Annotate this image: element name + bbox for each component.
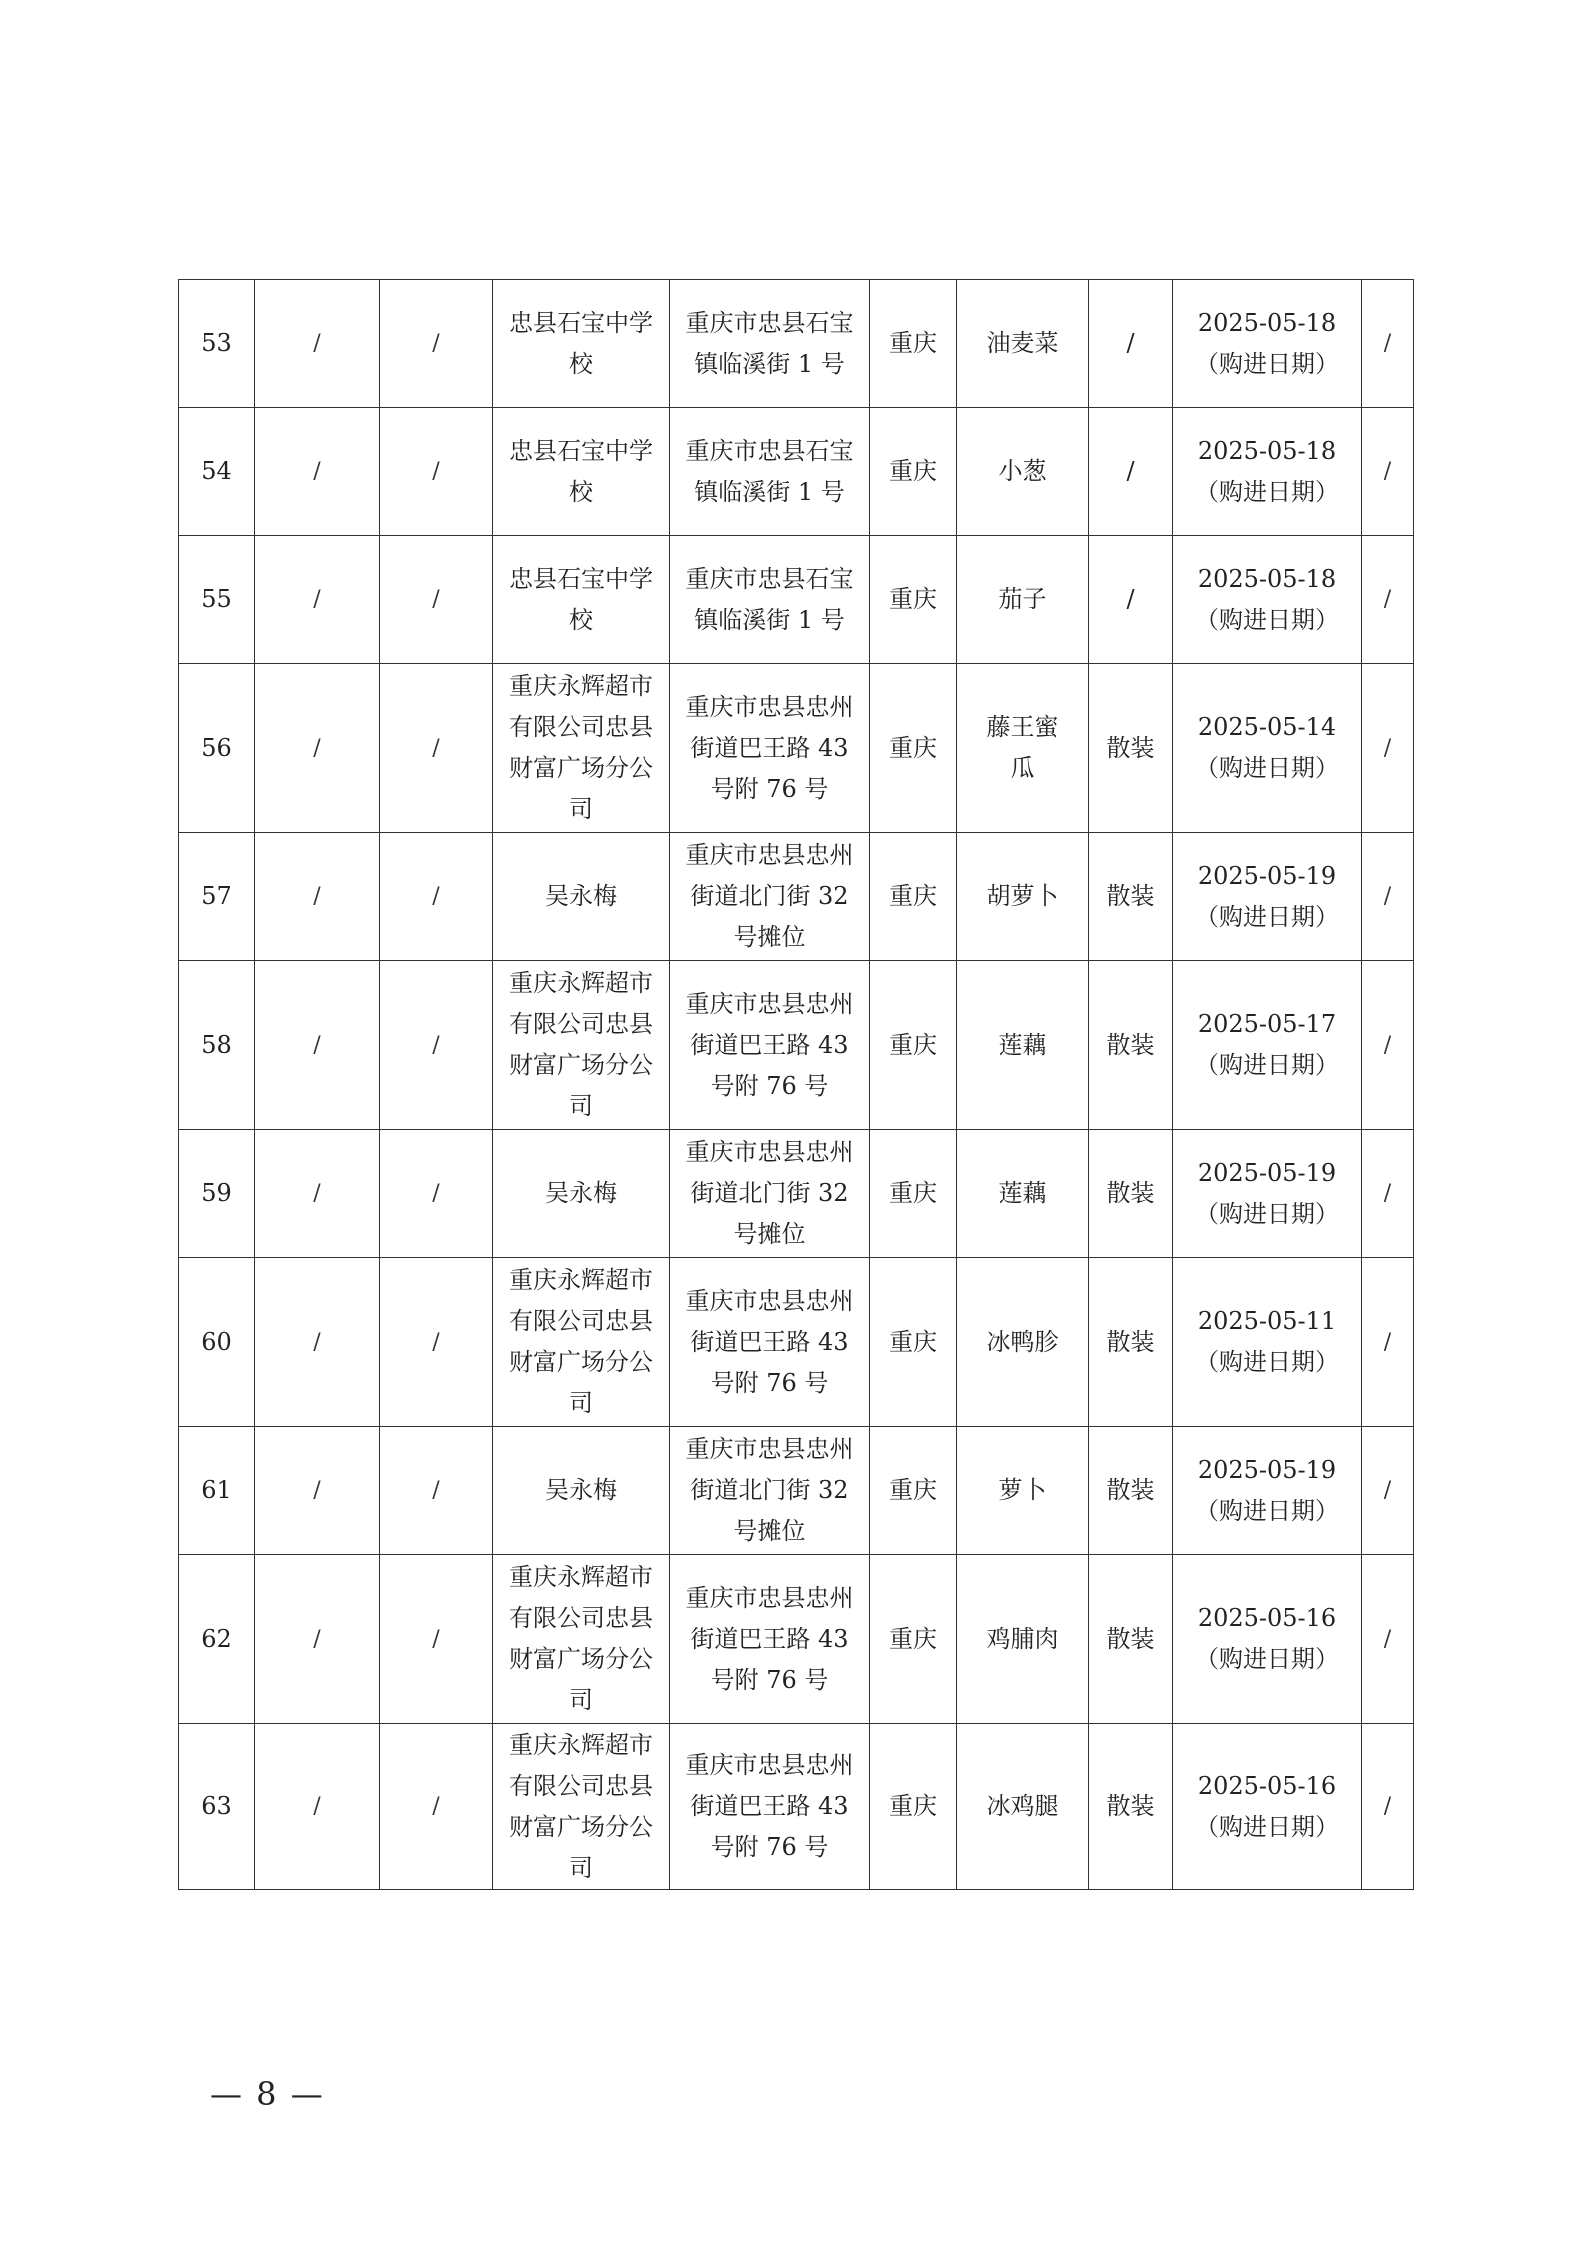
cell-region: 重庆 [870, 1130, 957, 1258]
cell-specification: 散装 [1089, 664, 1173, 833]
table-row [179, 1555, 1414, 1724]
cell-region: 重庆 [870, 833, 957, 961]
page-number: — 8 — [210, 2075, 325, 2113]
cell-empty-slash: / [1362, 1555, 1414, 1724]
cell-product-name: 冰鸡腿 [957, 1724, 1089, 1890]
cell-empty-slash: / [380, 1555, 493, 1724]
cell-specification: 散装 [1089, 1258, 1173, 1427]
table-row [179, 536, 1414, 664]
cell-empty-slash: / [255, 280, 380, 408]
table-row [179, 1258, 1414, 1427]
cell-empty-slash: / [380, 1130, 493, 1258]
table-row [179, 280, 1414, 408]
cell-region: 重庆 [870, 536, 957, 664]
cell-product-name: 莲藕 [957, 961, 1089, 1130]
cell-empty-slash: / [380, 1724, 493, 1890]
cell-empty-slash: / [1362, 1427, 1414, 1555]
cell-empty-slash: / [255, 664, 380, 833]
cell-specification: 散装 [1089, 1724, 1173, 1890]
cell-sampled-unit: 重庆永辉超市有限公司忠县财富广场分公司 [493, 664, 670, 833]
cell-serial-number: 53 [179, 280, 255, 408]
cell-region: 重庆 [870, 664, 957, 833]
cell-empty-slash: / [255, 1130, 380, 1258]
table-row [179, 833, 1414, 961]
sampling-results-table [178, 279, 1414, 1890]
cell-empty-slash: / [255, 1258, 380, 1427]
cell-empty-slash: / [1362, 1130, 1414, 1258]
cell-region: 重庆 [870, 1555, 957, 1724]
cell-product-name: 鸡脯肉 [957, 1555, 1089, 1724]
cell-empty-slash: / [380, 536, 493, 664]
cell-region: 重庆 [870, 961, 957, 1130]
cell-unit-address: 重庆市忠县石宝镇临溪街 1 号 [670, 408, 870, 536]
cell-specification: 散装 [1089, 1555, 1173, 1724]
cell-serial-number: 61 [179, 1427, 255, 1555]
cell-specification: 散装 [1089, 833, 1173, 961]
cell-empty-slash: / [255, 961, 380, 1130]
cell-specification: 散装 [1089, 961, 1173, 1130]
cell-purchase-date: 2025-05-18（购进日期） [1173, 280, 1362, 408]
cell-serial-number: 58 [179, 961, 255, 1130]
cell-unit-address: 重庆市忠县忠州街道北门街 32 号摊位 [670, 833, 870, 961]
cell-region: 重庆 [870, 1724, 957, 1890]
cell-empty-slash: / [1362, 536, 1414, 664]
cell-empty-slash: / [1362, 1258, 1414, 1427]
cell-serial-number: 60 [179, 1258, 255, 1427]
table-row [179, 408, 1414, 536]
cell-purchase-date: 2025-05-17（购进日期） [1173, 961, 1362, 1130]
cell-empty-slash: / [380, 408, 493, 536]
cell-serial-number: 62 [179, 1555, 255, 1724]
cell-empty-slash: / [255, 1555, 380, 1724]
cell-purchase-date: 2025-05-19（购进日期） [1173, 833, 1362, 961]
cell-product-name: 藤王蜜瓜 [957, 664, 1089, 833]
cell-purchase-date: 2025-05-19（购进日期） [1173, 1427, 1362, 1555]
cell-product-name: 胡萝卜 [957, 833, 1089, 961]
cell-region: 重庆 [870, 280, 957, 408]
table-row [179, 664, 1414, 833]
cell-sampled-unit: 重庆永辉超市有限公司忠县财富广场分公司 [493, 1258, 670, 1427]
cell-serial-number: 54 [179, 408, 255, 536]
cell-empty-slash: / [380, 280, 493, 408]
cell-product-name: 莲藕 [957, 1130, 1089, 1258]
cell-sampled-unit: 重庆永辉超市有限公司忠县财富广场分公司 [493, 1555, 670, 1724]
cell-specification: 散装 [1089, 1130, 1173, 1258]
cell-specification: 散装 [1089, 1427, 1173, 1555]
cell-specification: / [1089, 280, 1173, 408]
cell-region: 重庆 [870, 1427, 957, 1555]
cell-purchase-date: 2025-05-11（购进日期） [1173, 1258, 1362, 1427]
cell-unit-address: 重庆市忠县忠州街道巴王路 43 号附 76 号 [670, 1555, 870, 1724]
cell-serial-number: 57 [179, 833, 255, 961]
cell-sampled-unit: 重庆永辉超市有限公司忠县财富广场分公司 [493, 1724, 670, 1890]
cell-sampled-unit: 吴永梅 [493, 1427, 670, 1555]
cell-sampled-unit: 吴永梅 [493, 833, 670, 961]
cell-unit-address: 重庆市忠县忠州街道巴王路 43 号附 76 号 [670, 1258, 870, 1427]
cell-product-name: 油麦菜 [957, 280, 1089, 408]
cell-empty-slash: / [1362, 961, 1414, 1130]
cell-empty-slash: / [380, 664, 493, 833]
cell-unit-address: 重庆市忠县忠州街道巴王路 43 号附 76 号 [670, 664, 870, 833]
cell-empty-slash: / [1362, 664, 1414, 833]
cell-empty-slash: / [380, 1427, 493, 1555]
cell-purchase-date: 2025-05-18（购进日期） [1173, 536, 1362, 664]
cell-empty-slash: / [1362, 408, 1414, 536]
cell-purchase-date: 2025-05-16（购进日期） [1173, 1724, 1362, 1890]
cell-empty-slash: / [255, 1427, 380, 1555]
cell-serial-number: 59 [179, 1130, 255, 1258]
cell-unit-address: 重庆市忠县忠州街道北门街 32 号摊位 [670, 1130, 870, 1258]
cell-empty-slash: / [255, 536, 380, 664]
cell-empty-slash: / [380, 1258, 493, 1427]
cell-region: 重庆 [870, 408, 957, 536]
cell-unit-address: 重庆市忠县石宝镇临溪街 1 号 [670, 536, 870, 664]
cell-unit-address: 重庆市忠县忠州街道巴王路 43 号附 76 号 [670, 1724, 870, 1890]
cell-region: 重庆 [870, 1258, 957, 1427]
cell-empty-slash: / [255, 408, 380, 536]
cell-sampled-unit: 吴永梅 [493, 1130, 670, 1258]
cell-empty-slash: / [380, 833, 493, 961]
table-row [179, 961, 1414, 1130]
cell-unit-address: 重庆市忠县忠州街道北门街 32 号摊位 [670, 1427, 870, 1555]
cell-purchase-date: 2025-05-16（购进日期） [1173, 1555, 1362, 1724]
cell-sampled-unit: 忠县石宝中学校 [493, 280, 670, 408]
cell-empty-slash: / [255, 1724, 380, 1890]
cell-product-name: 冰鸭胗 [957, 1258, 1089, 1427]
cell-sampled-unit: 重庆永辉超市有限公司忠县财富广场分公司 [493, 961, 670, 1130]
cell-unit-address: 重庆市忠县忠州街道巴王路 43 号附 76 号 [670, 961, 870, 1130]
cell-purchase-date: 2025-05-18（购进日期） [1173, 408, 1362, 536]
cell-empty-slash: / [380, 961, 493, 1130]
cell-product-name: 小葱 [957, 408, 1089, 536]
cell-serial-number: 56 [179, 664, 255, 833]
table-row [179, 1130, 1414, 1258]
cell-serial-number: 63 [179, 1724, 255, 1890]
table-row [179, 1427, 1414, 1555]
cell-unit-address: 重庆市忠县石宝镇临溪街 1 号 [670, 280, 870, 408]
cell-empty-slash: / [1362, 280, 1414, 408]
cell-empty-slash: / [1362, 833, 1414, 961]
cell-empty-slash: / [1362, 1724, 1414, 1890]
cell-sampled-unit: 忠县石宝中学校 [493, 408, 670, 536]
cell-specification: / [1089, 408, 1173, 536]
cell-empty-slash: / [255, 833, 380, 961]
cell-purchase-date: 2025-05-19（购进日期） [1173, 1130, 1362, 1258]
cell-purchase-date: 2025-05-14（购进日期） [1173, 664, 1362, 833]
cell-product-name: 萝卜 [957, 1427, 1089, 1555]
cell-sampled-unit: 忠县石宝中学校 [493, 536, 670, 664]
cell-serial-number: 55 [179, 536, 255, 664]
cell-specification: / [1089, 536, 1173, 664]
cell-product-name: 茄子 [957, 536, 1089, 664]
table-row [179, 1724, 1414, 1890]
